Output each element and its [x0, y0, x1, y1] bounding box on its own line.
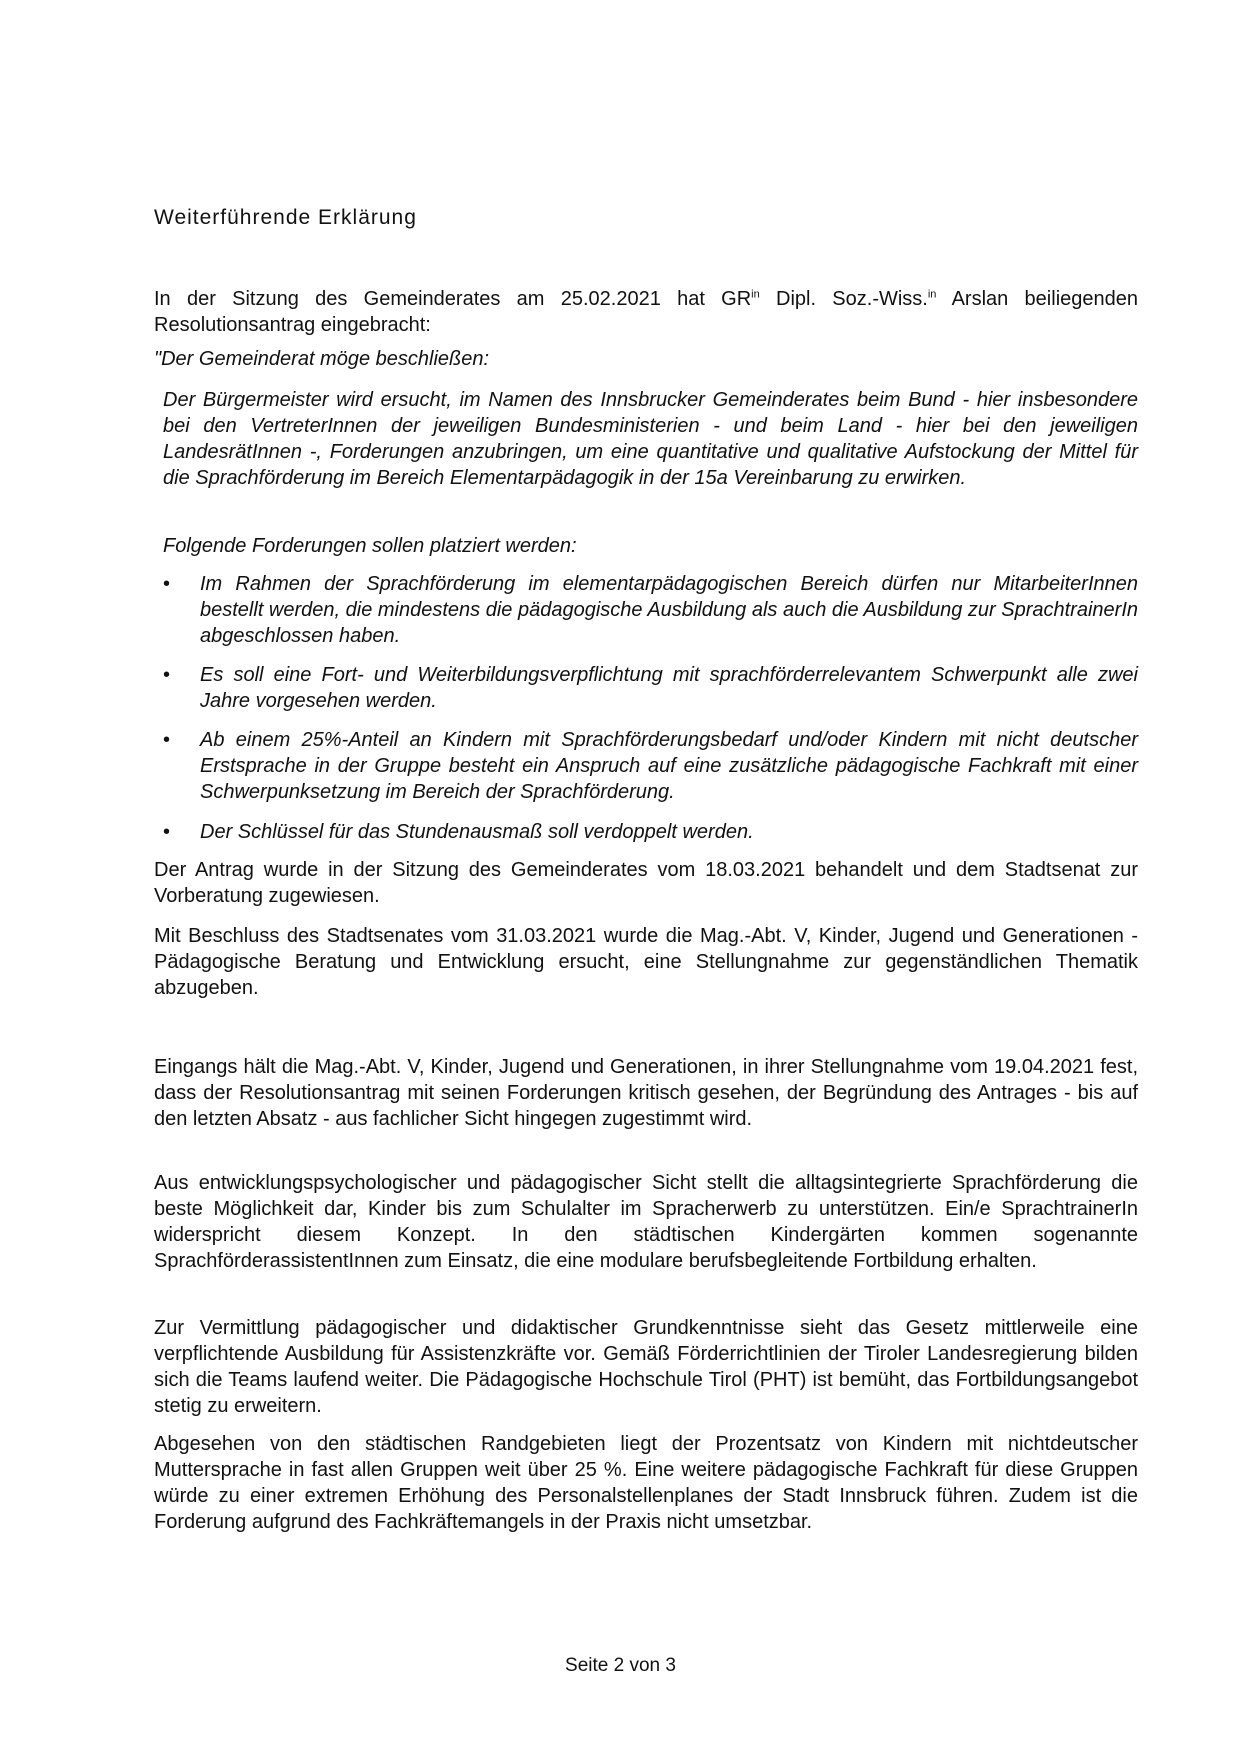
intro-text: Dipl. Soz.-Wiss. — [759, 288, 928, 310]
bullet-icon: • — [163, 664, 171, 686]
demand-text: Im Rahmen der Sprachförderung im elementarpädagogischen Bereich dürfen nur MitarbeiterInnen bestellt werden, die mindestens die pädagogische Ausbildung als auch die Ausbildung zur SprachtrainerIn abgeschlossen haben. — [200, 573, 1138, 647]
paragraph: Aus entwicklungspsychologischer und pädagogischer Sicht stellt die alltagsintegrierte Sprachförderung die beste Möglichkeit dar, Kinder bis zum Schulalter im Spracherwerb zu unterstützen. Ein/e SprachtrainerIn widerspricht diesem Konzept. In den städtischen Kindergärten kommen sogenannte SprachförderassistentInnen zum Einsatz, die eine modulare berufsbegleitende Fortbildung erhalten. — [154, 1172, 1138, 1272]
paragraph: Zur Vermittlung pädagogischer und didaktischer Grundkenntnisse sieht das Gesetz mittlerweile eine verpflichtende Ausbildung für Assistenzkräfte vor. Gemäß Förderrichtlinien der Tiroler Landesregierung bilden sich die Teams laufend weiter. Die Pädagogische Hochschule Tirol (PHT) ist bemüht, das Fortbildungsangebot stetig zu erweitern. — [154, 1317, 1138, 1417]
bullet-icon: • — [163, 821, 171, 843]
demand-item — [163, 727, 1138, 805]
intro-paragraph — [154, 286, 1138, 338]
demand-item — [163, 662, 1138, 714]
demand-text: Der Schlüssel für das Stundenausmaß soll verdoppelt werden. — [200, 821, 754, 843]
demand-text: Ab einem 25%-Anteil an Kindern mit Sprachförderungsbedarf und/oder Kindern mit nicht deutscher Erstsprache in der Gruppe besteht ein Anspruch auf eine zusätzliche pädagogische Fachkraft mit einer Schwerpunksetzung im Bereich der Sprachförderung. — [200, 729, 1138, 803]
bullet-icon: • — [163, 729, 171, 751]
demand-item — [163, 571, 1138, 649]
quote-body: Der Bürgermeister wird ersucht, im Namen des Innsbrucker Gemeinderates beim Bund - hier insbesondere bei den VertreterInnen der jeweiligen Bundesministerien - und beim Land - hier bei den jeweiligen LandesrätInnen -, Forderungen anzubringen, um eine quantitative und qualitative Aufstockung der Mittel für die Sprachförderung im Bereich Elementarpädagogik in der 15a Vereinbarung zu erwirken. — [163, 389, 1138, 489]
demand-text: Es soll eine Fort- und Weiterbildungsverpflichtung mit sprachförderrelevantem Schwerpunkt alle zwei Jahre vorgesehen werden. — [200, 664, 1138, 712]
intro-text: In der Sitzung des Gemeinderates am 25.02.2021 hat GR — [154, 288, 752, 310]
demands-intro: Folgende Forderungen sollen platziert werden: — [163, 535, 577, 557]
intro-text: Arslan beiliegenden Resolutionsantrag eingebracht: — [154, 288, 1138, 336]
bullet-icon: • — [163, 573, 171, 595]
demand-item — [163, 819, 1138, 845]
paragraph: Mit Beschluss des Stadtsenates vom 31.03.2021 wurde die Mag.-Abt. V, Kinder, Jugend und Generationen - Pädagogische Beratung und Entwicklung ersucht, eine Stellungnahme zur gegenständlichen Thematik abzugeben. — [154, 925, 1138, 999]
page-number: Seite 2 von 3 — [565, 1655, 676, 1676]
quote-intro: "Der Gemeinderat möge beschließen: — [154, 348, 490, 370]
paragraph: Eingangs hält die Mag.-Abt. V, Kinder, Jugend und Generationen, in ihrer Stellungnahme vom 19.04.2021 fest, dass der Resolutionsantrag mit seinen Forderungen kritisch gesehen, der Begründung des Antrages - bis auf den letzten Absatz - aus fachlicher Sicht hingegen zugestimmt wird. — [154, 1056, 1138, 1130]
superscript: in — [927, 288, 937, 301]
paragraph: Der Antrag wurde in der Sitzung des Gemeinderates vom 18.03.2021 behandelt und dem Stadtsenat zur Vorberatung zugewiesen. — [154, 859, 1138, 907]
document-heading: Weiterführende Erklärung — [154, 206, 417, 229]
superscript: in — [751, 288, 760, 301]
paragraph: Abgesehen von den städtischen Randgebieten liegt der Prozentsatz von Kindern mit nichtdeutscher Muttersprache in fast allen Gruppen weit über 25 %. Eine weitere pädagogische Fachkraft für diese Gruppen würde zu einer extremen Erhöhung des Personalstellenplanes der Stadt Innsbruck führen. Zudem ist die Forderung aufgrund des Fachkräftemangels in der Praxis nicht umsetzbar. — [154, 1433, 1138, 1533]
